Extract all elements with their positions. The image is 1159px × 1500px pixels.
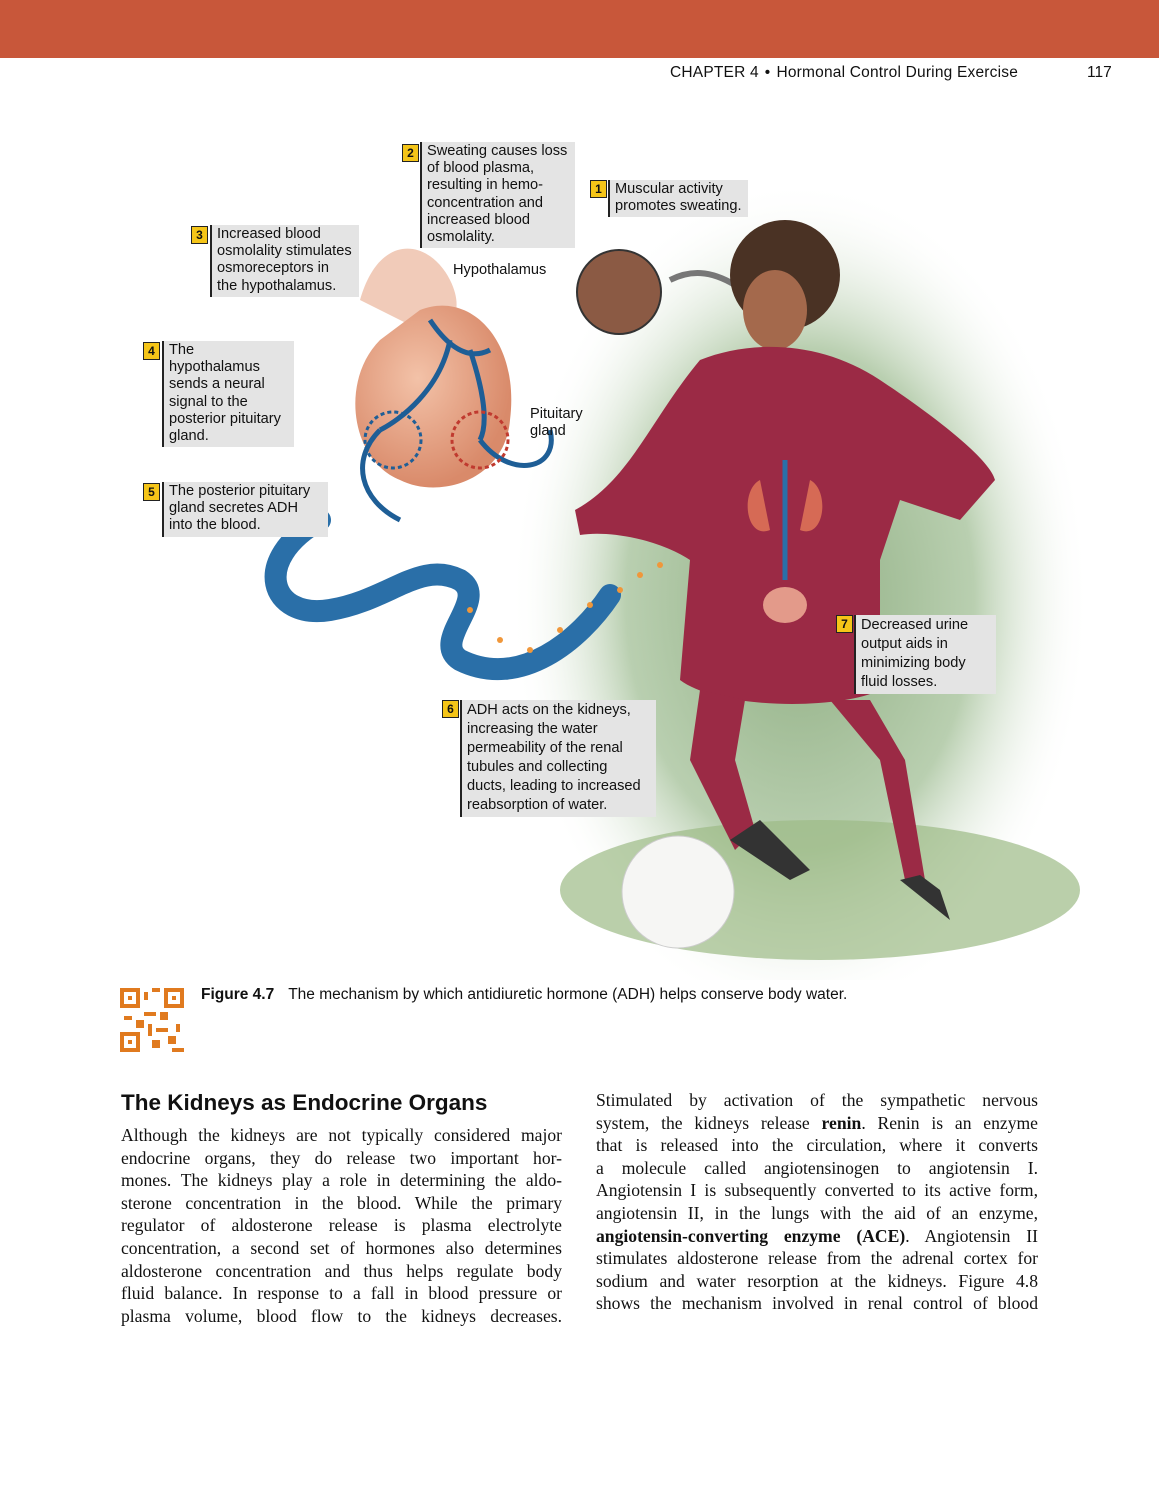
body-text-line: [596, 1179, 1038, 1202]
bullet-separator: •: [764, 64, 771, 81]
bold-term: angiotensin-converting enzyme (ACE): [596, 1225, 906, 1246]
chapter-color-band: [0, 0, 1159, 58]
callout-text: Decreased urine output aids in minimizing body fluid losses.: [854, 615, 996, 694]
chapter-label: CHAPTER 4: [670, 64, 759, 81]
body-text-line: [121, 1305, 562, 1328]
body-text-line: [596, 1270, 1038, 1293]
player-face: [743, 270, 807, 350]
text-run: sodium and water resorption at the kidneys. Figure 4.8: [596, 1270, 1038, 1291]
callout-text: The posterior pituitary gland secretes ADH into the blood.: [162, 482, 328, 537]
text-run: Angiotensin I is subsequently converted to its active form,: [596, 1180, 1038, 1201]
section-heading: The Kidneys as Endocrine Organs: [121, 1090, 488, 1115]
body-column-right: [596, 1089, 1038, 1315]
body-text-line: [596, 1292, 1038, 1315]
text-run: regulator of aldosterone release is plasma electrolyte: [121, 1215, 562, 1236]
step-badge: 6: [442, 700, 459, 718]
text-run: sterone concentration in the blood. While the primary: [121, 1192, 562, 1213]
running-header: [670, 64, 1018, 82]
text-run: . Angiotensin II: [905, 1225, 1038, 1246]
page-number: 117: [1087, 64, 1112, 81]
body-text-line: [596, 1225, 1038, 1248]
figure-number: Figure 4.7: [201, 986, 275, 1003]
text-run: system, the kidneys release: [596, 1112, 822, 1133]
figure-caption-text: The mechanism by which antidiuretic hormone (ADH) helps conserve body water.: [288, 986, 848, 1003]
step-badge: 4: [143, 342, 160, 360]
text-run: concentration, a second set of hormones also determines: [121, 1237, 562, 1258]
body-text-line: [596, 1112, 1038, 1135]
text-run: that is released into the circulation, where it converts: [596, 1135, 1038, 1156]
body-text-line: [596, 1089, 1038, 1112]
soccer-ball-icon: [622, 836, 734, 948]
body-text-line: [596, 1247, 1038, 1270]
body-text-line: [596, 1202, 1038, 1225]
step-badge: 3: [191, 226, 208, 244]
body-text-line: [596, 1157, 1038, 1180]
text-run: shows the mechanism involved in renal control of blood: [596, 1293, 1038, 1314]
qr-code-icon[interactable]: [120, 988, 184, 1052]
body-text-line: [121, 1237, 562, 1260]
pituitary-gland-icon: [355, 306, 511, 488]
figure-caption: [201, 986, 847, 1004]
text-run: . Renin is an enzyme: [861, 1112, 1038, 1133]
callout-text: Muscular activity promotes sweating.: [608, 180, 748, 217]
body-column-left: [121, 1124, 562, 1327]
step-badge: 2: [402, 144, 419, 162]
sweat-skin-inset-icon: [577, 250, 661, 334]
body-text-line: [121, 1192, 562, 1215]
text-run: aldosterone concentration and thus helps regulate body: [121, 1260, 562, 1281]
text-run: Stimulated by activation of the sympathetic nervous: [596, 1090, 1038, 1110]
callout-text: The hypothalamus sends a neural signal to the posterior pituitary gland.: [162, 341, 294, 447]
body-text-line: [121, 1260, 562, 1283]
pituitary-label: Pituitary gland: [530, 406, 583, 439]
text-run: fluid balance. In response to a fall in blood pressure or: [121, 1283, 562, 1304]
callout-text: ADH acts on the kidneys, increasing the water permeability of the renal tubules and collecting ducts, leading to increased reabsorption of water.: [460, 700, 656, 817]
text-run: endocrine organs, they do release two important hor-: [121, 1147, 562, 1168]
body-text-line: [121, 1147, 562, 1170]
body-text-line: [121, 1169, 562, 1192]
text-run: mones. The kidneys play a role in determining the aldo-: [121, 1170, 562, 1191]
body-text-line: [121, 1214, 562, 1237]
text-run: stimulates aldosterone release from the adrenal cortex for: [596, 1248, 1038, 1269]
body-text-line: [121, 1282, 562, 1305]
body-text-line: [121, 1124, 562, 1147]
step-badge: 5: [143, 483, 160, 501]
callout-text: Increased blood osmolality stimulates osmoreceptors in the hypothalamus.: [210, 225, 359, 297]
text-run: angiotensin II, in the lungs with the aid of an enzyme,: [596, 1202, 1038, 1223]
callout-text: Sweating causes loss of blood plasma, resulting in hemo- concentration and increased blood osmolality.: [420, 142, 575, 248]
chapter-title: Hormonal Control During Exercise: [776, 64, 1019, 81]
text-run: Although the kidneys are not typically considered major: [121, 1125, 562, 1145]
bold-term: renin: [821, 1112, 862, 1133]
step-badge: 7: [836, 615, 853, 633]
step-badge: 1: [590, 180, 607, 198]
hypothalamus-label: Hypothalamus: [453, 262, 547, 278]
text-run: a molecule called angiotensinogen to angiotensin I.: [596, 1157, 1038, 1178]
body-text-line: [596, 1134, 1038, 1157]
text-run: plasma volume, blood flow to the kidneys decreases.: [121, 1305, 562, 1326]
